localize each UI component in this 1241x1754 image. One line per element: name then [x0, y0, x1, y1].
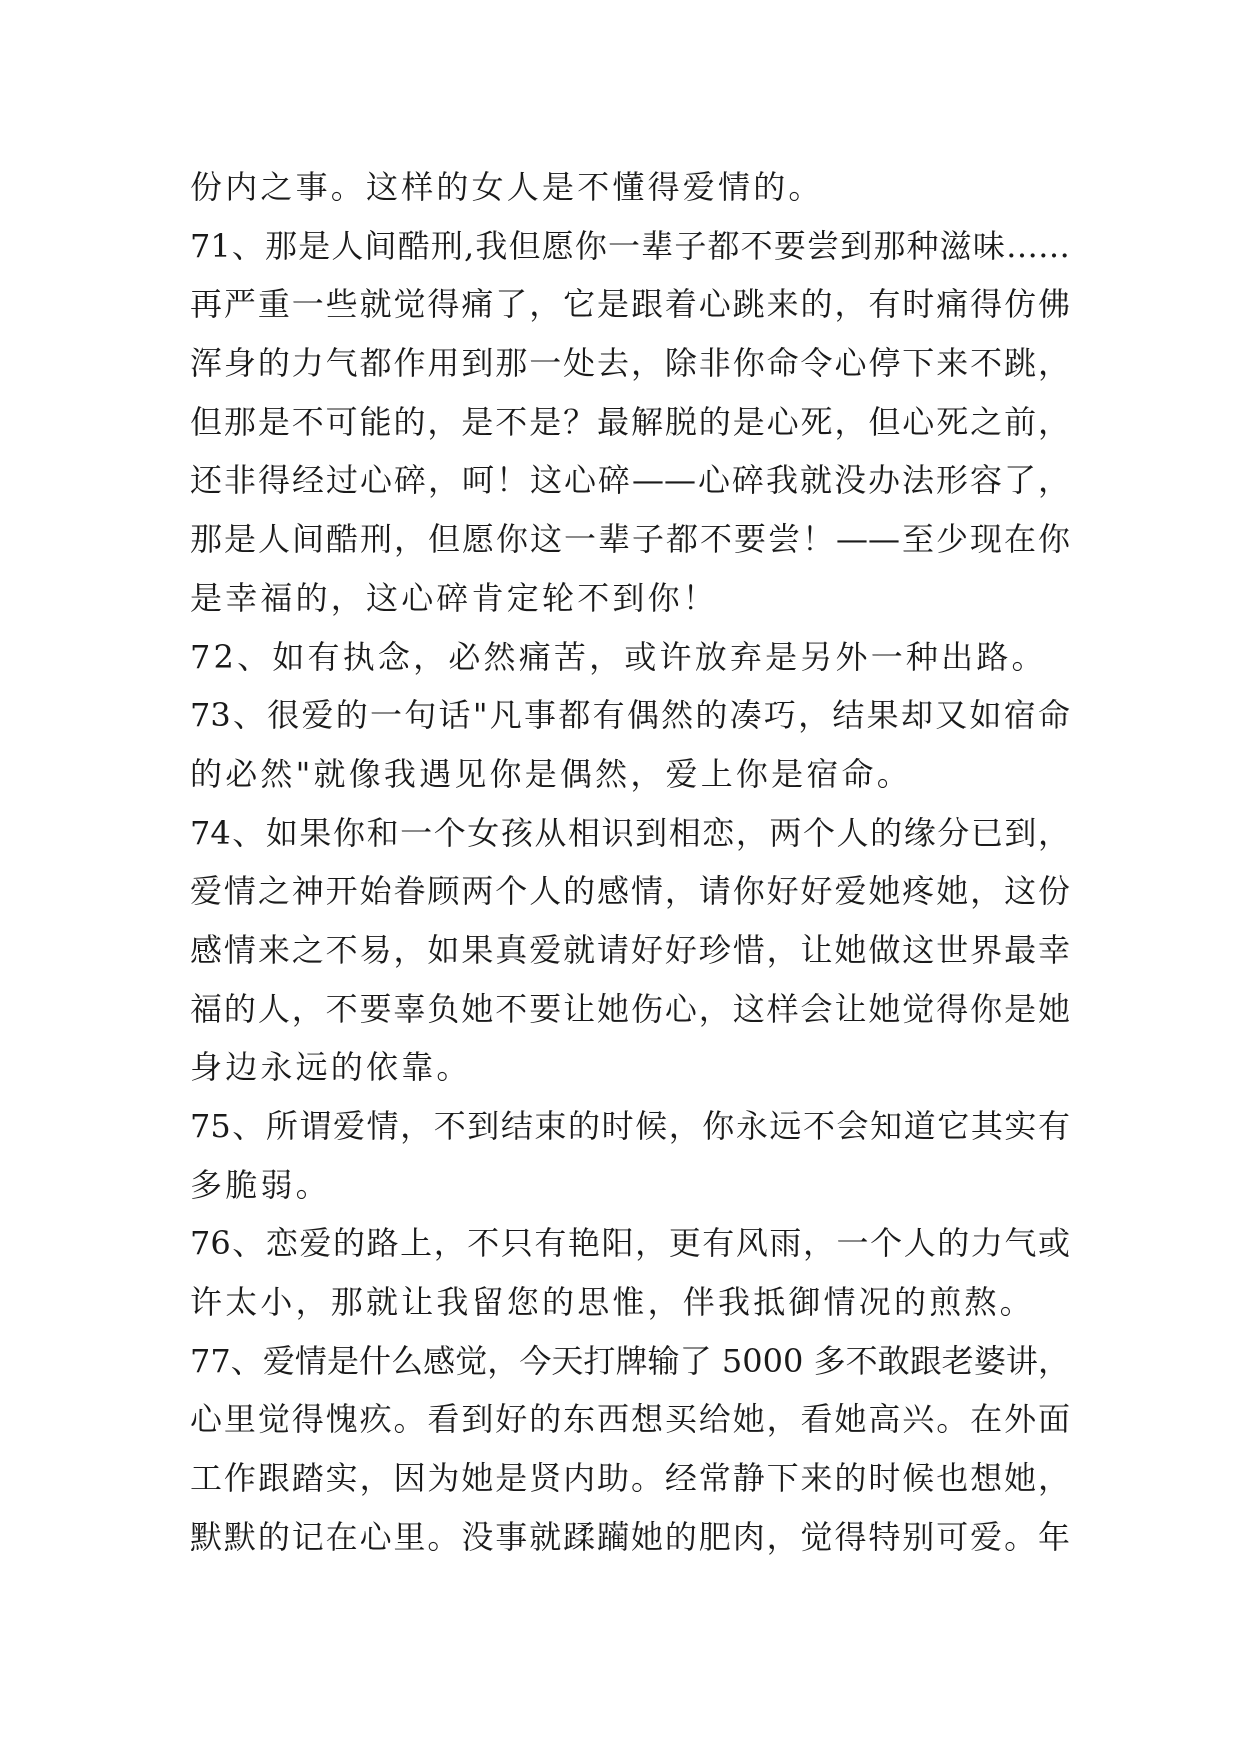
text-line: 浑身的力气都作用到那一处去，除非你命令心停下来不跳，: [190, 344, 1070, 383]
text-line: 身边永远的依靠。: [190, 1048, 472, 1087]
text-line: 那是人间酷刑，但愿你这一辈子都不要尝！——至少现在你: [190, 520, 1070, 559]
text-line: 77、爱情是什么感觉，今天打牌输了 5000 多不敢跟老婆讲，: [190, 1341, 1070, 1380]
text-line: 再严重一些就觉得痛了，它是跟着心跳来的，有时痛得仿佛: [190, 285, 1070, 324]
text-line: 心里觉得愧疚。看到好的东西想买给她，看她高兴。在外面: [190, 1400, 1070, 1439]
text-line: 份内之事。这样的女人是不懂得爱情的。: [190, 168, 824, 206]
body-text: [190, 158, 1070, 1567]
text-line: 75、所谓爱情，不到结束的时候，你永远不会知道它其实有: [190, 1107, 1070, 1145]
text-line: 74、如果你和一个女孩从相识到相恋，两个人的缘分已到，: [190, 813, 1070, 852]
text-line: 默默的记在心里。没事就蹂躏她的肥肉，觉得特别可爱。年: [190, 1517, 1070, 1556]
text-line: 许太小，那就让我留您的思惟，伴我抵御情况的煎熬。: [190, 1283, 1035, 1322]
text-line: 是幸福的，这心碎肯定轮不到你！: [190, 578, 719, 617]
text-line: 76、恋爱的路上，不只有艳阳，更有风雨，一个人的力气或: [190, 1224, 1070, 1263]
text-line: 但那是不可能的，是不是？最解脱的是心死，但心死之前，: [190, 402, 1070, 441]
text-line: 的必然"就像我遇见你是偶然，爱上你是宿命。: [190, 754, 912, 793]
text-line: 还非得经过心碎，呵！这心碎——心碎我就没办法形容了，: [190, 461, 1070, 500]
text-line: 爱情之神开始眷顾两个人的感情，请你好好爱她疼她，这份: [190, 872, 1070, 911]
text-line: 感情来之不易，如果真爱就请好好珍惜，让她做这世界最幸: [190, 930, 1070, 969]
text-line: 工作跟踏实，因为她是贤内助。经常静下来的时候也想她，: [190, 1459, 1070, 1498]
text-line: 72、如有执念，必然痛苦，或许放弃是另外一种出路。: [190, 637, 1047, 676]
text-line: 71、那是人间酷刑,我但愿你一辈子都不要尝到那种滋味……: [190, 226, 1070, 265]
text-line: 73、很爱的一句话"凡事都有偶然的凑巧，结果却又如宿命: [190, 696, 1070, 735]
text-line: 福的人，不要辜负她不要让她伤心，这样会让她觉得你是她: [190, 989, 1070, 1028]
text-line: 多脆弱。: [190, 1165, 331, 1204]
